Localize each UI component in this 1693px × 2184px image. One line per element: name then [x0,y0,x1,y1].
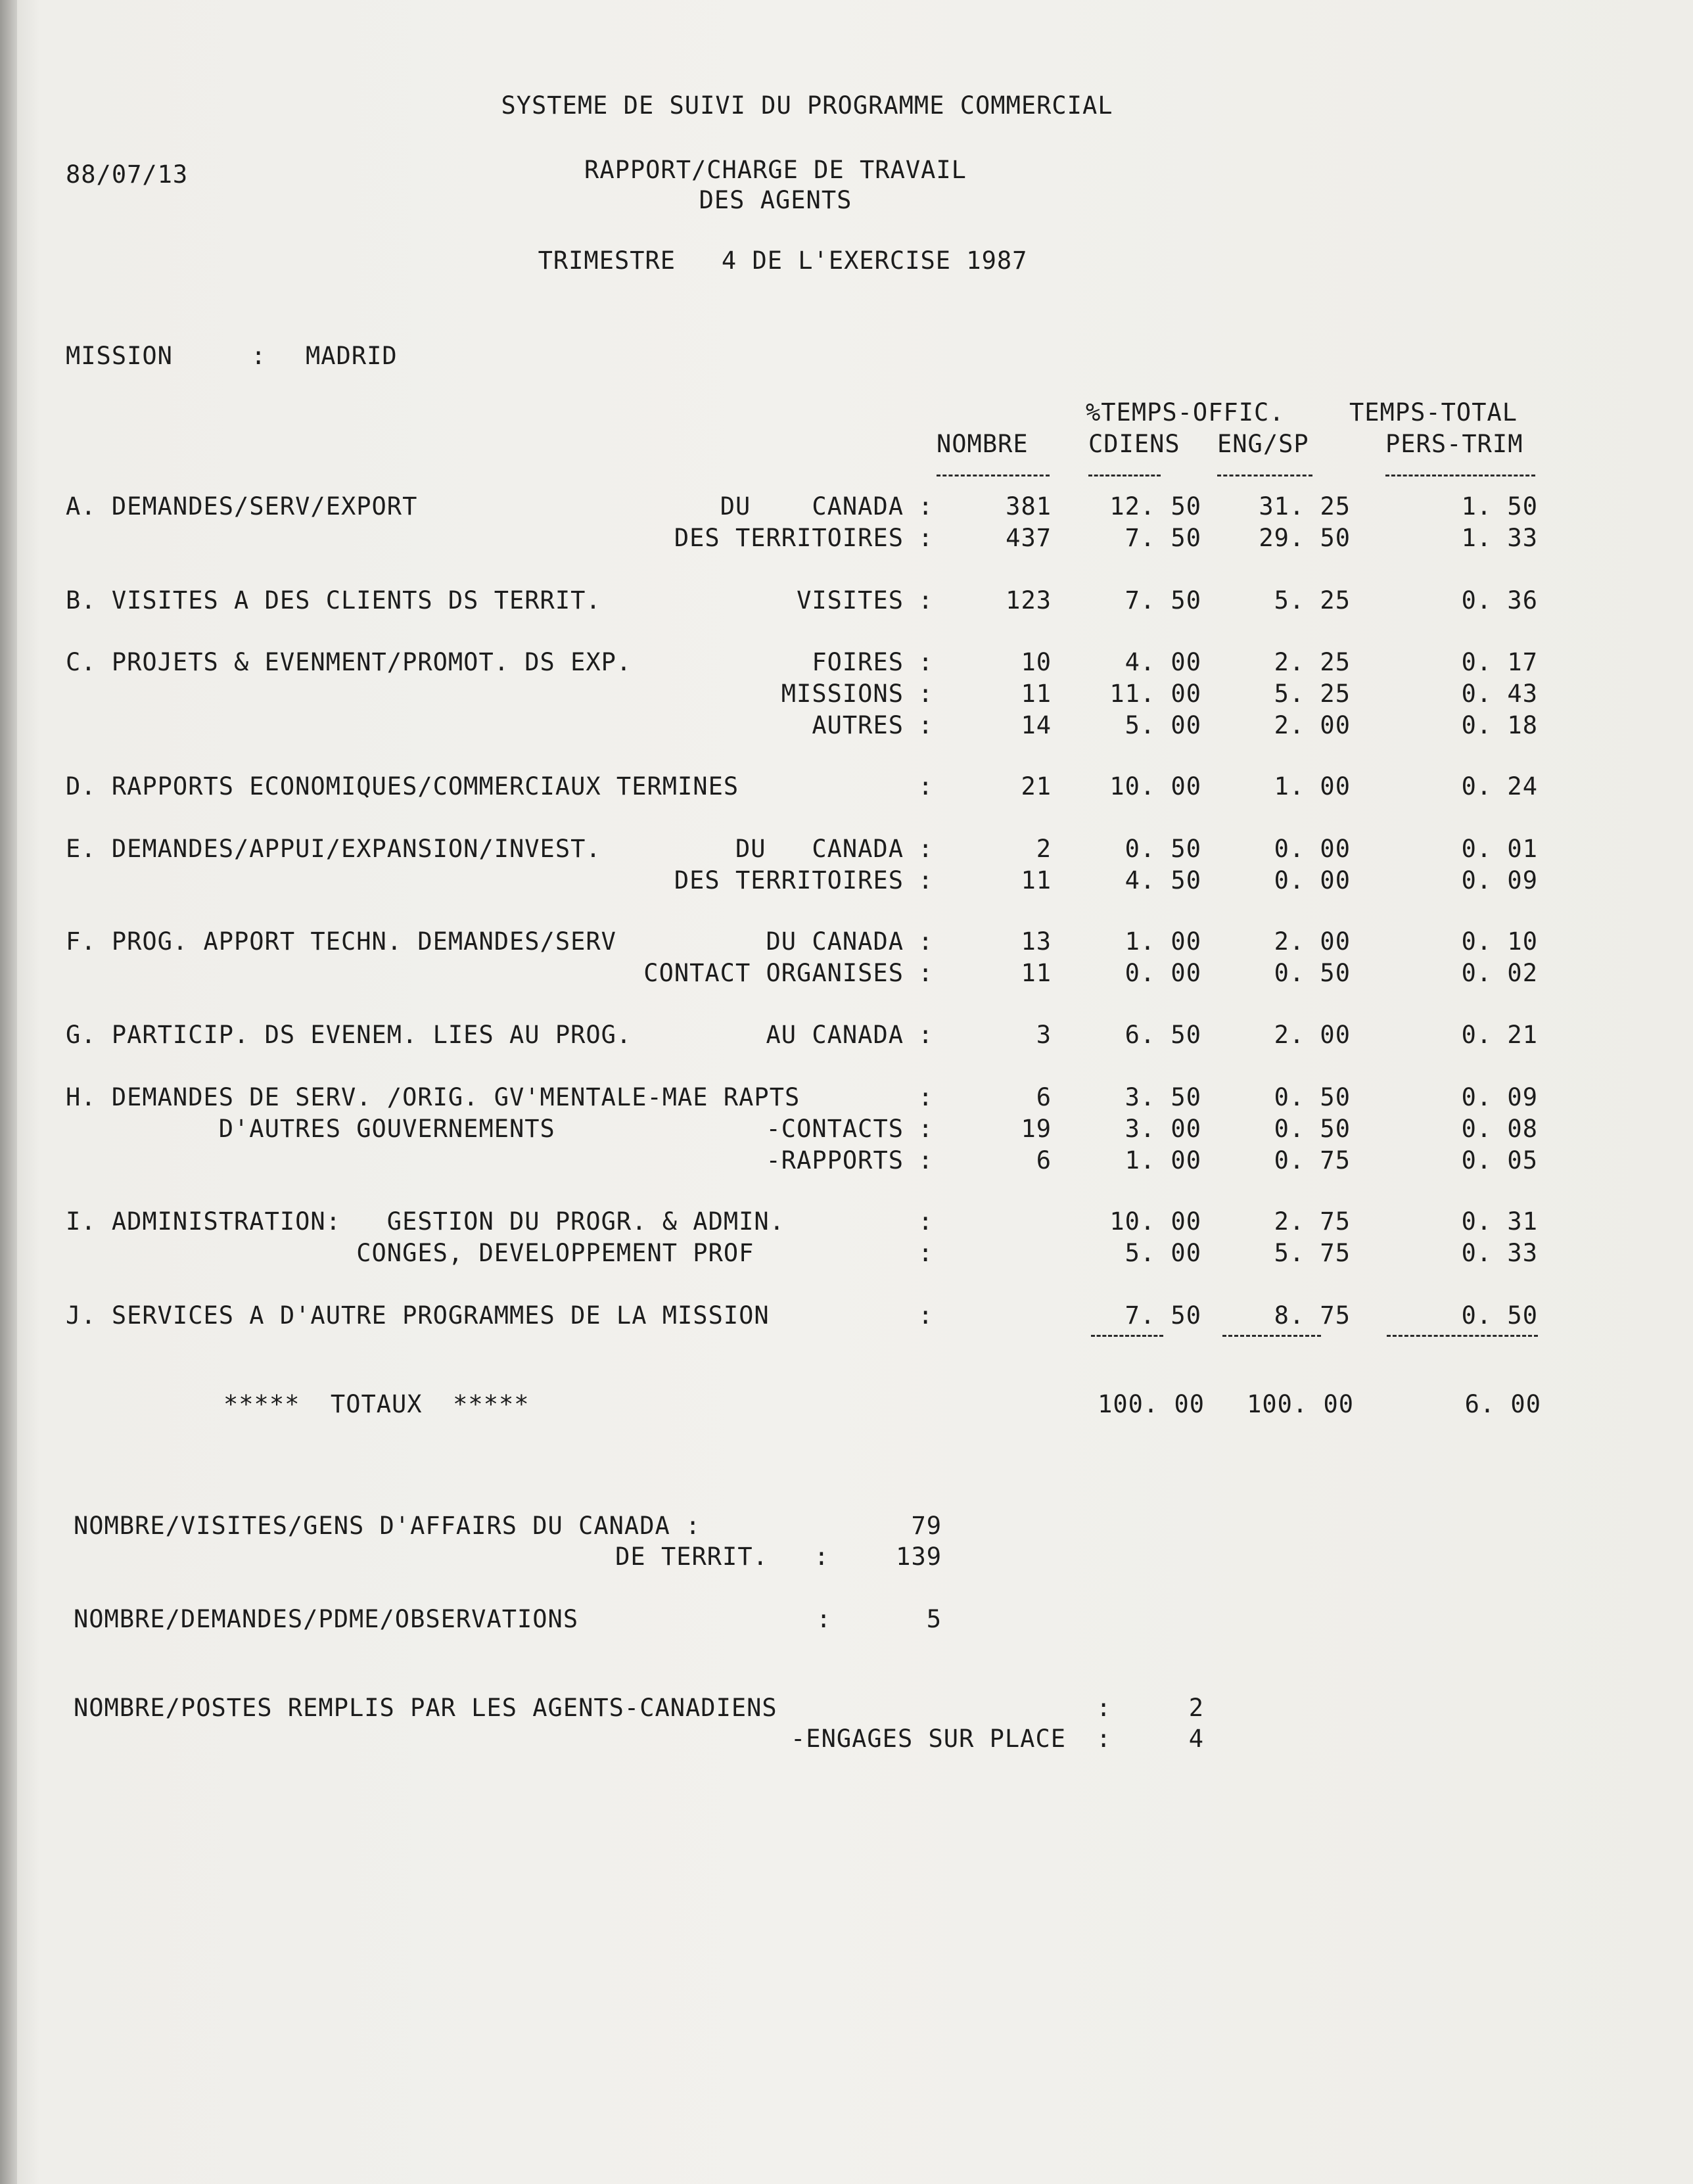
demandes-separator: : [816,1605,832,1633]
row-perstrim: 0. 24 [1461,772,1538,801]
engages-sur-place-label: -ENGAGES SUR PLACE [791,1725,1066,1753]
row-perstrim: 0. 36 [1461,586,1538,615]
report-subtitle: DES AGENTS [699,186,852,214]
row-engsp: 0. 00 [1274,866,1351,895]
row-nombre: 437 [1006,524,1052,552]
row-label: CONGES, DEVELOPPEMENT PROF [66,1239,754,1267]
totals-label: ***** TOTAUX ***** [223,1390,530,1418]
row-cdiens: 10. 00 [1109,772,1201,801]
demandes-value: 5 [926,1605,942,1633]
row-perstrim: 0. 50 [1461,1301,1538,1330]
visites-canada-value: 79 [911,1512,942,1540]
row-perstrim: 0. 18 [1461,711,1538,739]
row-nombre: 21 [1021,772,1052,801]
row-perstrim: 0. 05 [1461,1146,1538,1174]
row-separator: : [918,835,934,863]
cdiens-total-underline [1091,1335,1163,1337]
demandes-label: NOMBRE/DEMANDES/PDME/OBSERVATIONS [74,1605,579,1633]
row-cdiens: 4. 00 [1125,648,1201,676]
row-separator: : [918,959,934,987]
row-label: E. DEMANDES/APPUI/EXPANSION/INVEST. [66,835,601,863]
row-cdiens: 3. 00 [1125,1115,1201,1143]
totals-engsp: 100. 00 [1247,1390,1354,1418]
system-title: SYSTEME DE SUIVI DU PROGRAMME COMMERCIAL [501,91,1113,120]
engsp-underline [1217,475,1312,476]
row-engsp: 5. 25 [1274,586,1351,615]
row-perstrim: 0. 01 [1461,835,1538,863]
row-separator: : [918,1115,934,1143]
row-label: F. PROG. APPORT TECHN. DEMANDES/SERV [66,927,616,956]
row-label: A. DEMANDES/SERV/EXPORT [66,492,418,521]
cdiens-underline [1088,475,1161,476]
row-nombre: 6 [1036,1146,1052,1174]
temps-total-header: TEMPS-TOTAL [1349,398,1518,427]
row-label: I. ADMINISTRATION: GESTION DU PROGR. & ADMIN. [66,1207,785,1236]
row-separator: : [918,711,934,739]
row-sublabel: DU CANADA [735,835,904,863]
row-engsp: 2. 00 [1274,927,1351,956]
row-sublabel: AUTRES [812,711,904,739]
row-separator: : [918,772,934,801]
row-engsp: 1. 00 [1274,772,1351,801]
row-cdiens: 10. 00 [1109,1207,1201,1236]
row-engsp: 2. 00 [1274,711,1351,739]
row-cdiens: 1. 00 [1125,927,1201,956]
row-nombre: 10 [1021,648,1052,676]
row-sublabel: -RAPPORTS [766,1146,904,1174]
row-engsp: 0. 50 [1274,1115,1351,1143]
row-separator: : [918,586,934,615]
nombre-header: NOMBRE [937,430,1029,458]
postes-canadiens-separator: : [1096,1694,1112,1722]
row-separator: : [918,1239,934,1267]
postes-canadiens-label: NOMBRE/POSTES REMPLIS PAR LES AGENTS-CANADIENS [74,1694,777,1722]
postes-canadiens-value: 2 [1188,1694,1204,1722]
engages-separator: : [1096,1725,1112,1753]
row-engsp: 5. 25 [1274,680,1351,708]
row-nombre: 11 [1021,680,1052,708]
row-engsp: 8. 75 [1274,1301,1351,1330]
row-cdiens: 11. 00 [1109,680,1201,708]
row-cdiens: 3. 50 [1125,1083,1201,1111]
row-nombre: 14 [1021,711,1052,739]
row-nombre: 123 [1006,586,1052,615]
row-engsp: 2. 25 [1274,648,1351,676]
cdiens-header: CDIENS [1088,430,1180,458]
row-separator: : [918,1207,934,1236]
row-perstrim: 0. 17 [1461,648,1538,676]
engsp-total-underline [1222,1335,1321,1337]
row-perstrim: 0. 09 [1461,866,1538,895]
totals-cdiens: 100. 00 [1098,1390,1205,1418]
row-label: H. DEMANDES DE SERV. /ORIG. GV'MENTALE-MAE RAPTS [66,1083,800,1111]
row-label: C. PROJETS & EVENMENT/PROMOT. DS EXP. [66,648,632,676]
row-sublabel: AU CANADA [766,1021,904,1049]
row-cdiens: 5. 00 [1125,711,1201,739]
row-label: D. RAPPORTS ECONOMIQUES/COMMERCIAUX TERMINES [66,772,739,801]
row-engsp: 2. 75 [1274,1207,1351,1236]
engsp-header: ENG/SP [1217,430,1309,458]
row-perstrim: 0. 43 [1461,680,1538,708]
row-engsp: 31. 25 [1259,492,1351,521]
row-sublabel: -CONTACTS [766,1115,904,1143]
row-separator: : [918,1146,934,1174]
row-separator: : [918,927,934,956]
row-perstrim: 0. 31 [1461,1207,1538,1236]
row-sublabel: DU CANADA [766,927,904,956]
row-sublabel: CONTACT ORGANISES [643,959,904,987]
row-cdiens: 4. 50 [1125,866,1201,895]
row-nombre: 2 [1036,835,1052,863]
row-cdiens: 7. 50 [1125,586,1201,615]
row-cdiens: 0. 50 [1125,835,1201,863]
row-label: J. SERVICES A D'AUTRE PROGRAMMES DE LA MISSION [66,1301,770,1330]
row-perstrim: 0. 10 [1461,927,1538,956]
row-nombre: 6 [1036,1083,1052,1111]
row-nombre: 11 [1021,866,1052,895]
row-perstrim: 0. 08 [1461,1115,1538,1143]
row-sublabel: DU CANADA [720,492,904,521]
report-title: RAPPORT/CHARGE DE TRAVAIL [584,156,967,184]
row-nombre: 3 [1036,1021,1052,1049]
row-cdiens: 6. 50 [1125,1021,1201,1049]
row-engsp: 0. 00 [1274,835,1351,863]
row-separator: : [918,1021,934,1049]
row-separator: : [918,648,934,676]
row-cdiens: 1. 00 [1125,1146,1201,1174]
row-perstrim: 1. 50 [1461,492,1538,521]
row-sublabel: VISITES [797,586,904,615]
row-nombre: 11 [1021,959,1052,987]
row-sublabel: DES TERRITOIRES [674,866,904,895]
row-sublabel: MISSIONS [781,680,904,708]
row-separator: : [918,492,934,521]
row-separator: : [918,866,934,895]
row-engsp: 5. 75 [1274,1239,1351,1267]
row-perstrim: 0. 21 [1461,1021,1538,1049]
row-separator: : [918,1301,934,1330]
row-nombre: 19 [1021,1115,1052,1143]
row-perstrim: 0. 33 [1461,1239,1538,1267]
scan-edge [0,0,17,2184]
row-separator: : [918,524,934,552]
report-date: 88/07/13 [66,160,189,189]
row-cdiens: 7. 50 [1125,1301,1201,1330]
mission-value: MADRID [306,342,398,370]
quarter-label: TRIMESTRE 4 DE L'EXERCISE 1987 [538,246,1028,275]
row-separator: : [918,1083,934,1111]
row-label: B. VISITES A DES CLIENTS DS TERRIT. [66,586,601,615]
pct-temps-offic-header: %TEMPS-OFFIC. [1086,398,1285,427]
row-sublabel: FOIRES [812,648,904,676]
engages-sur-place-value: 4 [1188,1725,1204,1753]
row-engsp: 0. 50 [1274,959,1351,987]
row-perstrim: 0. 09 [1461,1083,1538,1111]
perstrim-total-underline [1387,1335,1538,1337]
mission-separator: : [251,342,267,370]
row-cdiens: 0. 00 [1125,959,1201,987]
row-nombre: 381 [1006,492,1052,521]
perstrim-underline [1385,475,1535,476]
row-engsp: 2. 00 [1274,1021,1351,1049]
totals-perstrim: 6. 00 [1464,1390,1541,1418]
row-cdiens: 5. 00 [1125,1239,1201,1267]
row-label: D'AUTRES GOUVERNEMENTS [66,1115,555,1143]
row-engsp: 29. 50 [1259,524,1351,552]
row-separator: : [918,680,934,708]
row-nombre: 13 [1021,927,1052,956]
row-engsp: 0. 75 [1274,1146,1351,1174]
visites-territ-label: DE TERRIT. : [615,1543,829,1571]
row-perstrim: 0. 02 [1461,959,1538,987]
row-label: G. PARTICIP. DS EVENEM. LIES AU PROG. [66,1021,632,1049]
visites-territ-value: 139 [896,1543,942,1571]
row-engsp: 0. 50 [1274,1083,1351,1111]
row-cdiens: 12. 50 [1109,492,1201,521]
nombre-underline [937,475,1050,476]
mission-label: MISSION [66,342,173,370]
visites-canada-label: NOMBRE/VISITES/GENS D'AFFAIRS DU CANADA : [74,1512,701,1540]
row-sublabel: DES TERRITOIRES [674,524,904,552]
row-perstrim: 1. 33 [1461,524,1538,552]
perstrim-header: PERS-TRIM [1385,430,1523,458]
row-cdiens: 7. 50 [1125,524,1201,552]
